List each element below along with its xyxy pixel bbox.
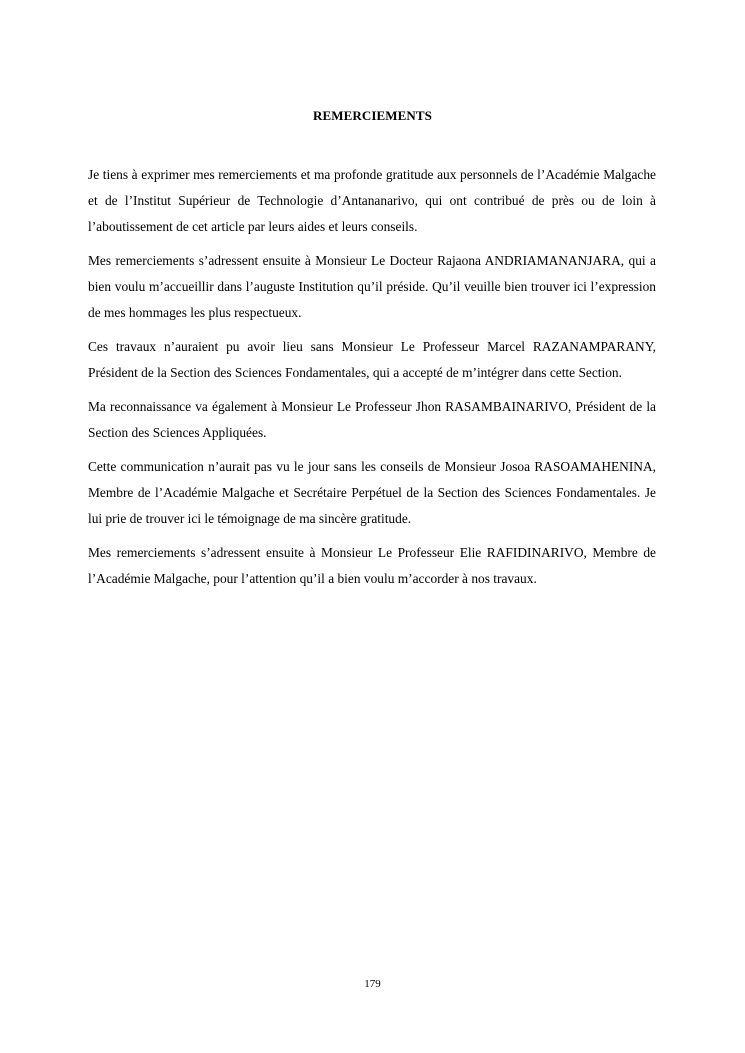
paragraph-2: Mes remerciements s’adressent ensuite à Monsieur Le Docteur Rajaona ANDRIAMANANJARA, qui a bien voulu m’accueillir dans l’auguste Institution qu’il préside. Qu’il veuille bien trouver ici l’expression de mes hommages les plus respectueux. [88, 253, 656, 320]
paragraph-1: Je tiens à exprimer mes remerciements et ma profonde gratitude aux personnels de l’Académie Malgache et de l’Institut Supérieur de Technologie d’Antananarivo, qui ont contribué de près ou de loin à l’aboutissement de cet article par leurs aides et leurs conseils. [88, 167, 656, 234]
paragraph-6: Mes remerciements s’adressent ensuite à Monsieur Le Professeur Elie RAFIDINARIVO, Membre de l’Académie Malgache, pour l’attention qu’il a bien voulu m’accorder à nos travaux. [88, 545, 656, 586]
body-text [88, 162, 656, 600]
paragraph-4: Ma reconnaissance va également à Monsieur Le Professeur Jhon RASAMBAINARIVO, Président de la Section des Sciences Appliquées. [88, 399, 656, 440]
page-title: REMERCIEMENTS [312, 108, 433, 123]
paragraph-5: Cette communication n’aurait pas vu le jour sans les conseils de Monsieur Josoa RASOAMAHENINA, Membre de l’Académie Malgache et Secrétaire Perpétuel de la Section des Sciences Fondamentales. Je lui prie de trouver ici le témoignage de ma sincère gratitude. [88, 459, 656, 526]
page-number: 179 [364, 978, 381, 990]
paragraph-3: Ces travaux n’auraient pu avoir lieu sans Monsieur Le Professeur Marcel RAZANAMPARANY, Président de la Section des Sciences Fondamentales, qui a accepté de m’intégrer dans cette Section. [88, 339, 656, 380]
